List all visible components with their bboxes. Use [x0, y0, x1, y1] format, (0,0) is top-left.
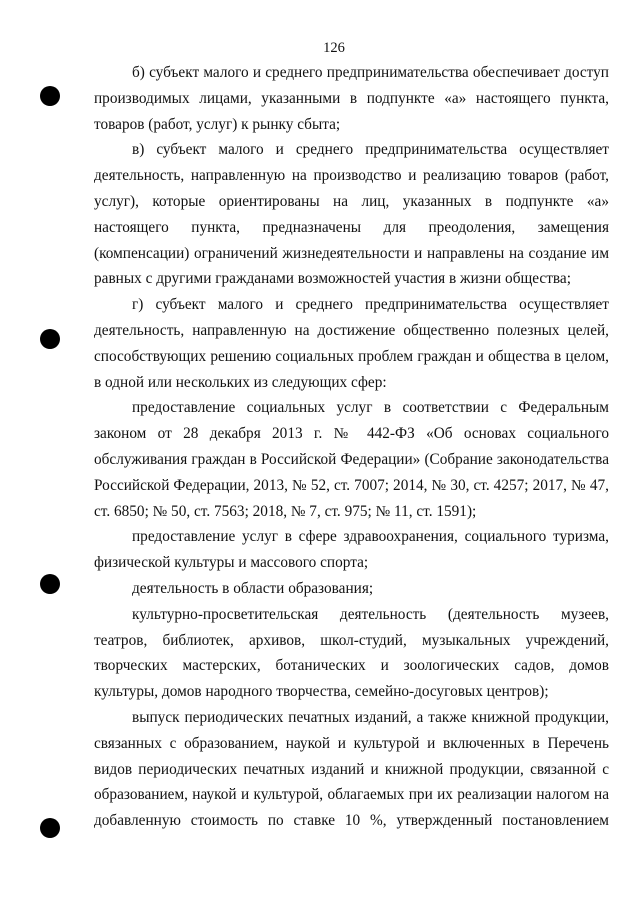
- paragraph-publishing: выпуск периодических печатных изданий, а также книжной продукции, связанных с образованием, наукой и культурой и включенных в Перечень видов периодических печатных изданий и книжной продукции, связанной с образованием, наукой и культурой, облагаемых при их реализации налогом на добавленную стоимость по ставке 10 %, утвержденный постановлением: [94, 708, 609, 830]
- paragraph-education: деятельность в области образования;: [132, 579, 374, 597]
- punch-hole: [40, 86, 60, 106]
- paragraph-b: б) субъект малого и среднего предпринимательства обеспечивает доступ производимых лицами, указанными в подпункте «а» настоящего пункта, товаров (работ, услуг) к рынку сбыта;: [94, 64, 609, 133]
- document-body: [94, 60, 609, 834]
- paragraph-healthcare: предоставление услуг в сфере здравоохранения, социального туризма, физической культуры и массового спорта;: [94, 528, 609, 572]
- paragraph-v: в) субъект малого и среднего предпринимательства осуществляет деятельность, направленную на производство и реализацию товаров (работ, услуг), которые ориентированы на лиц, указанных в подпункте «а» настоящего пункта, предназначены для преодоления, замещения (компенсации) ограничений жизнедеятельности и направлены на создание им равных с другими гражданами возможностей участия в жизни общества;: [94, 141, 609, 288]
- paragraph-culture: культурно-просветительская деятельность (деятельность музеев, театров, библиотек, архивов, школ-студий, музыкальных учреждений, творческих мастерских, ботанических и зоологических садов, домов культуры, домов народного творчества, семейно-досуговых центров);: [94, 605, 609, 701]
- paragraph-social-services: предоставление социальных услуг в соответствии с Федеральным законом от 28 декабря 2013 г. № 442-ФЗ «Об основах социального обслуживания граждан в Российской Федерации» (Собрание законодательства Российской Федерации, 2013, № 52, ст. 7007; 2014, № 30, ст. 4257; 2017, № 47, ст. 6850; № 50, ст. 7563; 2018, № 7, ст. 975; № 11, ст. 1591);: [94, 399, 609, 520]
- punch-hole: [40, 818, 60, 838]
- page-number: 126: [323, 40, 345, 56]
- punch-hole: [40, 329, 60, 349]
- punch-hole: [40, 574, 60, 594]
- paragraph-g: г) субъект малого и среднего предпринимательства осуществляет деятельность, направленную на достижение общественно полезных целей, способствующих решению социальных проблем граждан и общества в целом, в одной или нескольких из следующих сфер:: [94, 296, 609, 391]
